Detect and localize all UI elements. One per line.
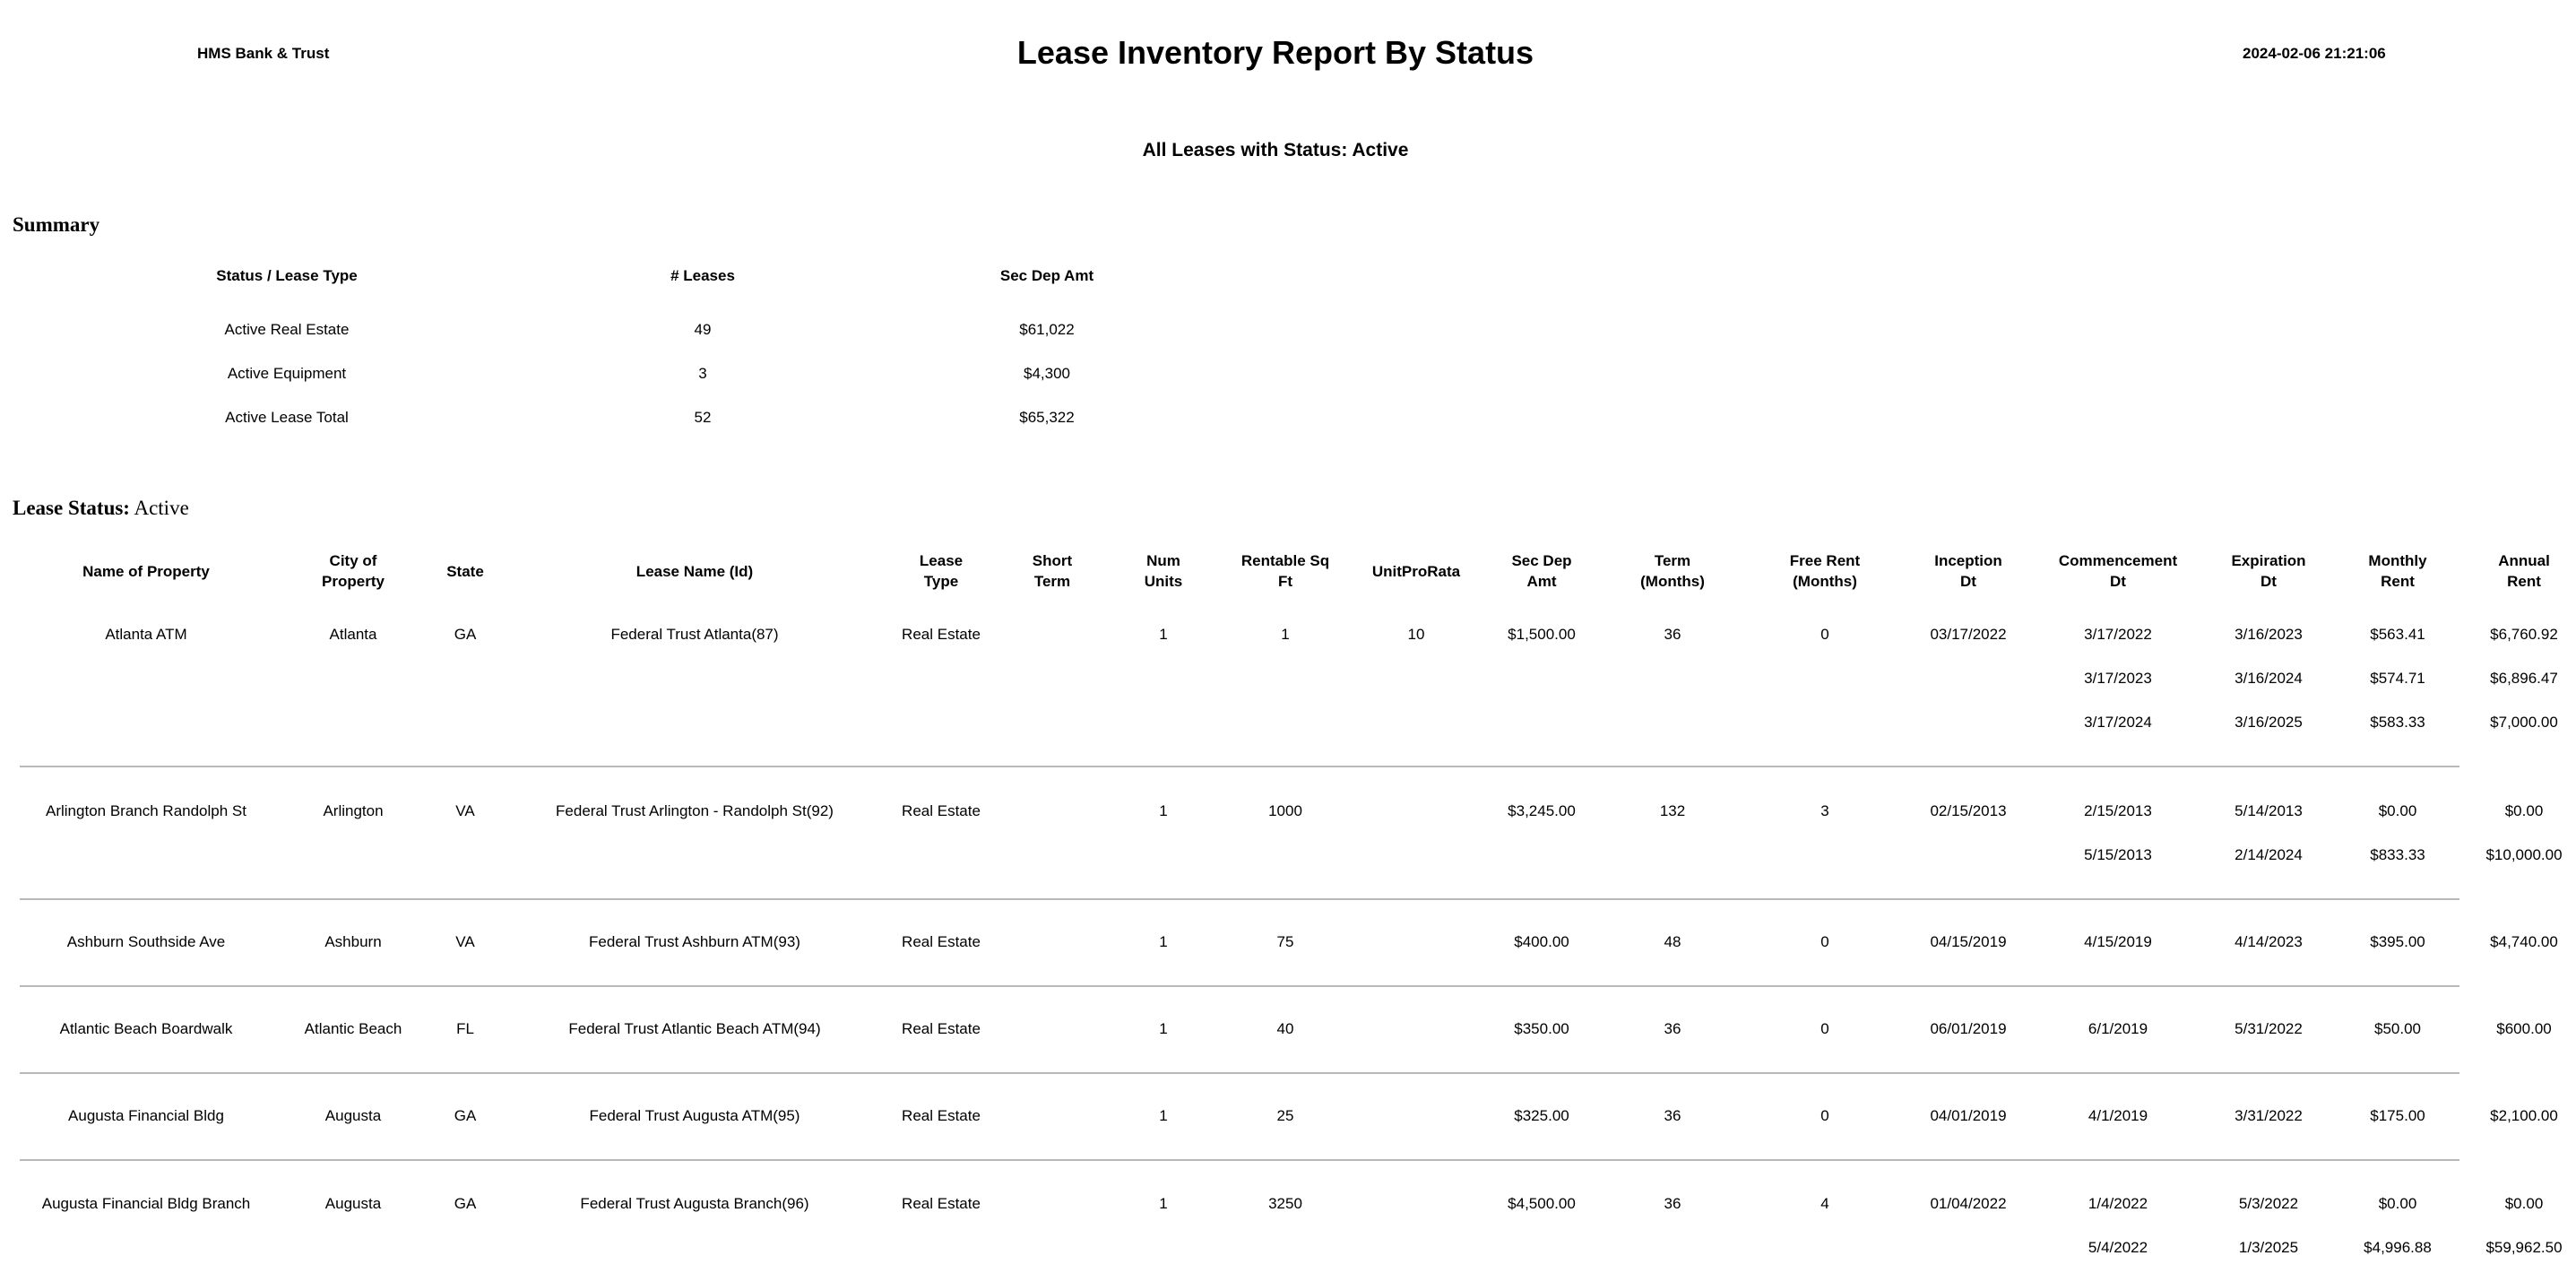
table-cell-commencement: 4/1/2019: [2088, 1107, 2148, 1124]
table-cell-commencement: 3/17/2023: [2084, 670, 2152, 687]
table-cell-inception: 04/01/2019: [1930, 1107, 2007, 1124]
summary-heading: Summary: [13, 213, 100, 236]
table-cell-expiration: 5/31/2022: [2235, 1020, 2303, 1037]
table-col-header-line: Amt: [1526, 573, 1557, 590]
table-cell-city: Atlantic Beach: [304, 1020, 402, 1037]
table-cell-name: Augusta Financial Bldg Branch: [41, 1195, 251, 1212]
table-col-header-line: Num: [1146, 552, 1180, 569]
table-cell-state: VA: [455, 933, 475, 950]
table-cell-monthly-rent: $563.41: [2370, 626, 2425, 643]
table-col-header: [446, 561, 484, 582]
table-col-header: [1033, 550, 1072, 592]
table-col-header-line: (Months): [1793, 573, 1857, 590]
row-divider: [20, 766, 2459, 767]
table-col-header-line: Rentable Sq: [1240, 552, 1330, 569]
lease-status-label: Lease Status:: [13, 497, 130, 519]
table-cell-inception: 04/15/2019: [1930, 933, 2007, 950]
bank-name: HMS Bank & Trust: [197, 45, 330, 62]
table-col-header-line: Dt: [2260, 573, 2277, 590]
table-cell-commencement: 3/17/2024: [2084, 714, 2152, 731]
table-cell-name: Augusta Financial Bldg: [68, 1107, 224, 1124]
table-cell-term: 48: [1664, 933, 1681, 950]
table-col-header: [1790, 550, 1860, 592]
table-cell-annual-rent: $0.00: [2504, 802, 2544, 819]
table-cell-monthly-rent: $395.00: [2370, 933, 2425, 950]
table-col-header-line: Rent: [2381, 573, 2415, 590]
table-cell-lease: Federal Trust Atlantic Beach ATM(94): [568, 1020, 821, 1037]
table-cell-type: Real Estate: [902, 1107, 981, 1124]
table-cell-inception: 01/04/2022: [1930, 1195, 2007, 1212]
table-cell-inception: 03/17/2022: [1930, 626, 2007, 643]
table-cell-term: 36: [1664, 1195, 1681, 1212]
table-col-header-line: Units: [1144, 573, 1183, 590]
row-divider: [20, 985, 2459, 987]
lease-status-value: Active: [134, 497, 189, 519]
table-cell-sqft: 40: [1276, 1020, 1294, 1037]
table-cell-lease: Federal Trust Augusta ATM(95): [589, 1107, 800, 1124]
table-cell-state: VA: [455, 802, 475, 819]
table-cell-expiration: 4/14/2023: [2235, 933, 2303, 950]
table-cell-expiration: 3/16/2025: [2235, 714, 2303, 731]
table-cell-state: GA: [454, 1107, 477, 1124]
table-col-header-line: Name of Property: [82, 563, 210, 580]
table-cell-monthly-rent: $4,996.88: [2364, 1239, 2432, 1256]
table-col-header: [636, 561, 753, 582]
table-cell-free: 0: [1820, 626, 1829, 643]
table-cell-state: GA: [454, 626, 477, 643]
table-cell-secdep: $4,500.00: [1508, 1195, 1576, 1212]
table-cell-city: Augusta: [324, 1107, 382, 1124]
table-col-header: [2231, 550, 2305, 592]
table-col-header-line: Rent: [2507, 573, 2541, 590]
table-col-header: [1511, 550, 1571, 592]
table-col-header-line: Short: [1032, 552, 1073, 569]
table-cell-monthly-rent: $50.00: [2374, 1020, 2421, 1037]
table-cell-free: 3: [1820, 802, 1829, 819]
table-cell-units: 1: [1159, 1107, 1168, 1124]
table-cell-expiration: 5/14/2013: [2235, 802, 2303, 819]
table-col-header: [1241, 550, 1329, 592]
table-col-header-line: Commencement: [2058, 552, 2178, 569]
table-cell-free: 4: [1820, 1195, 1829, 1212]
table-cell-monthly-rent: $0.00: [2378, 802, 2417, 819]
table-cell-term: 36: [1664, 626, 1681, 643]
table-col-header-line: Expiration: [2231, 552, 2306, 569]
table-cell-commencement: 4/15/2019: [2084, 933, 2152, 950]
table-cell-expiration: 2/14/2024: [2235, 846, 2303, 863]
summary-cell: $65,322: [1019, 409, 1075, 426]
table-cell-inception: 06/01/2019: [1930, 1020, 2007, 1037]
table-cell-secdep: $1,500.00: [1508, 626, 1576, 643]
table-cell-monthly-rent: $0.00: [2378, 1195, 2417, 1212]
table-cell-annual-rent: $10,000.00: [2485, 846, 2563, 863]
table-cell-lease: Federal Trust Augusta Branch(96): [580, 1195, 809, 1212]
table-cell-city: Arlington: [323, 802, 384, 819]
table-cell-type: Real Estate: [902, 933, 981, 950]
table-cell-commencement: 1/4/2022: [2088, 1195, 2148, 1212]
table-cell-secdep: $350.00: [1514, 1020, 1569, 1037]
table-col-header: [322, 550, 385, 592]
summary-cell: Active Lease Total: [225, 409, 349, 426]
table-cell-monthly-rent: $175.00: [2370, 1107, 2425, 1124]
row-divider: [20, 898, 2459, 900]
table-cell-lease: Federal Trust Atlanta(87): [610, 626, 779, 643]
table-col-header-line: Lease Name (Id): [635, 563, 754, 580]
table-col-header: [1934, 550, 2002, 592]
table-cell-lease: Federal Trust Arlington - Randolph St(92): [556, 802, 834, 819]
table-col-header-line: State: [446, 563, 484, 580]
table-col-header-line: Term: [1033, 573, 1071, 590]
table-col-header-line: Lease: [919, 552, 964, 569]
table-cell-units: 1: [1159, 1020, 1168, 1037]
table-cell-name: Atlantic Beach Boardwalk: [59, 1020, 233, 1037]
table-cell-annual-rent: $7,000.00: [2490, 714, 2558, 731]
table-col-header-line: Monthly: [2368, 552, 2427, 569]
table-cell-term: 36: [1664, 1020, 1681, 1037]
table-cell-state: FL: [456, 1020, 474, 1037]
table-cell-sqft: 3250: [1268, 1195, 1302, 1212]
table-cell-commencement: 6/1/2019: [2088, 1020, 2148, 1037]
table-cell-annual-rent: $2,100.00: [2490, 1107, 2558, 1124]
table-cell-secdep: $3,245.00: [1508, 802, 1576, 819]
row-divider: [20, 1159, 2459, 1161]
table-cell-monthly-rent: $583.33: [2370, 714, 2425, 731]
table-cell-annual-rent: $600.00: [2496, 1020, 2552, 1037]
table-col-header-line: Free Rent: [1789, 552, 1861, 569]
table-cell-name: Ashburn Southside Ave: [66, 933, 226, 950]
table-col-header: [1372, 561, 1460, 582]
table-col-header-line: City of: [329, 552, 377, 569]
table-cell-city: Atlanta: [329, 626, 377, 643]
table-col-header: [1640, 550, 1705, 592]
summary-cell: 49: [694, 321, 712, 338]
table-col-header: [1145, 550, 1183, 592]
table-cell-type: Real Estate: [902, 1195, 981, 1212]
table-cell-lease: Federal Trust Ashburn ATM(93): [589, 933, 800, 950]
table-cell-secdep: $400.00: [1514, 933, 1569, 950]
table-col-header-line: Dt: [2110, 573, 2126, 590]
report-subtitle: All Leases with Status: Active: [1142, 140, 1409, 160]
table-cell-state: GA: [454, 1195, 477, 1212]
table-col-header-line: Sec Dep: [1511, 552, 1572, 569]
table-cell-term: 36: [1664, 1107, 1681, 1124]
table-cell-annual-rent: $4,740.00: [2490, 933, 2558, 950]
summary-col-header: # Leases: [670, 267, 735, 284]
table-col-header-line: Type: [923, 573, 959, 590]
table-cell-sqft: 1: [1281, 626, 1290, 643]
report-title: Lease Inventory Report By Status: [1016, 34, 1534, 71]
table-col-header: [920, 550, 963, 592]
table-cell-commencement: 3/17/2022: [2084, 626, 2152, 643]
table-col-header-line: Property: [322, 573, 385, 590]
table-cell-expiration: 3/16/2023: [2235, 626, 2303, 643]
summary-col-header: Status / Lease Type: [216, 267, 358, 284]
table-cell-units: 1: [1159, 626, 1168, 643]
table-col-header-line: Dt: [1960, 573, 1976, 590]
summary-cell: $61,022: [1019, 321, 1075, 338]
table-cell-free: 0: [1820, 933, 1829, 950]
table-cell-type: Real Estate: [902, 1020, 981, 1037]
table-col-header: [2368, 550, 2426, 592]
table-cell-annual-rent: $59,962.50: [2485, 1239, 2563, 1256]
summary-col-header: Sec Dep Amt: [999, 267, 1094, 284]
table-cell-type: Real Estate: [902, 626, 981, 643]
table-col-header-line: Inception: [1934, 552, 2002, 569]
table-cell-commencement: 5/4/2022: [2088, 1239, 2148, 1256]
table-cell-expiration: 3/31/2022: [2235, 1107, 2303, 1124]
lease-status-heading: [13, 497, 189, 520]
table-col-header: [2498, 550, 2550, 592]
table-col-header-line: Term: [1654, 552, 1691, 569]
table-cell-expiration: 5/3/2022: [2238, 1195, 2299, 1212]
table-cell-city: Augusta: [324, 1195, 382, 1212]
summary-cell: Active Real Estate: [224, 321, 350, 338]
table-cell-name: Atlanta ATM: [105, 626, 187, 643]
table-col-header: [2059, 550, 2177, 592]
table-cell-free: 0: [1820, 1020, 1829, 1037]
report-timestamp: 2024-02-06 21:21:06: [2243, 45, 2386, 62]
table-cell-units: 1: [1159, 802, 1168, 819]
table-cell-free: 0: [1820, 1107, 1829, 1124]
table-cell-annual-rent: $0.00: [2504, 1195, 2544, 1212]
table-cell-inception: 02/15/2013: [1930, 802, 2007, 819]
table-cell-annual-rent: $6,760.92: [2490, 626, 2558, 643]
table-cell-city: Ashburn: [324, 933, 382, 950]
table-col-header-line: UnitProRata: [1371, 563, 1461, 580]
table-cell-prorata: 10: [1407, 626, 1425, 643]
table-cell-monthly-rent: $833.33: [2370, 846, 2425, 863]
table-col-header-line: (Months): [1640, 573, 1705, 590]
table-cell-annual-rent: $6,896.47: [2490, 670, 2558, 687]
table-col-header: [82, 561, 210, 582]
summary-cell: 52: [694, 409, 712, 426]
table-cell-commencement: 5/15/2013: [2084, 846, 2152, 863]
table-cell-commencement: 2/15/2013: [2084, 802, 2152, 819]
table-cell-units: 1: [1159, 1195, 1168, 1212]
summary-cell: 3: [698, 365, 707, 382]
table-cell-sqft: 25: [1276, 1107, 1294, 1124]
table-cell-type: Real Estate: [902, 802, 981, 819]
row-divider: [20, 1072, 2459, 1074]
table-cell-name: Arlington Branch Randolph St: [46, 802, 246, 819]
table-cell-units: 1: [1159, 933, 1168, 950]
table-cell-monthly-rent: $574.71: [2370, 670, 2425, 687]
summary-cell: $4,300: [1024, 365, 1070, 382]
table-cell-sqft: 1000: [1268, 802, 1302, 819]
table-cell-expiration: 3/16/2024: [2235, 670, 2303, 687]
table-col-header-line: Ft: [1277, 573, 1293, 590]
table-cell-term: 132: [1659, 802, 1686, 819]
table-cell-secdep: $325.00: [1514, 1107, 1569, 1124]
summary-cell: Active Equipment: [227, 365, 347, 382]
table-cell-sqft: 75: [1276, 933, 1294, 950]
table-cell-expiration: 1/3/2025: [2238, 1239, 2299, 1256]
table-col-header-line: Annual: [2498, 552, 2550, 569]
